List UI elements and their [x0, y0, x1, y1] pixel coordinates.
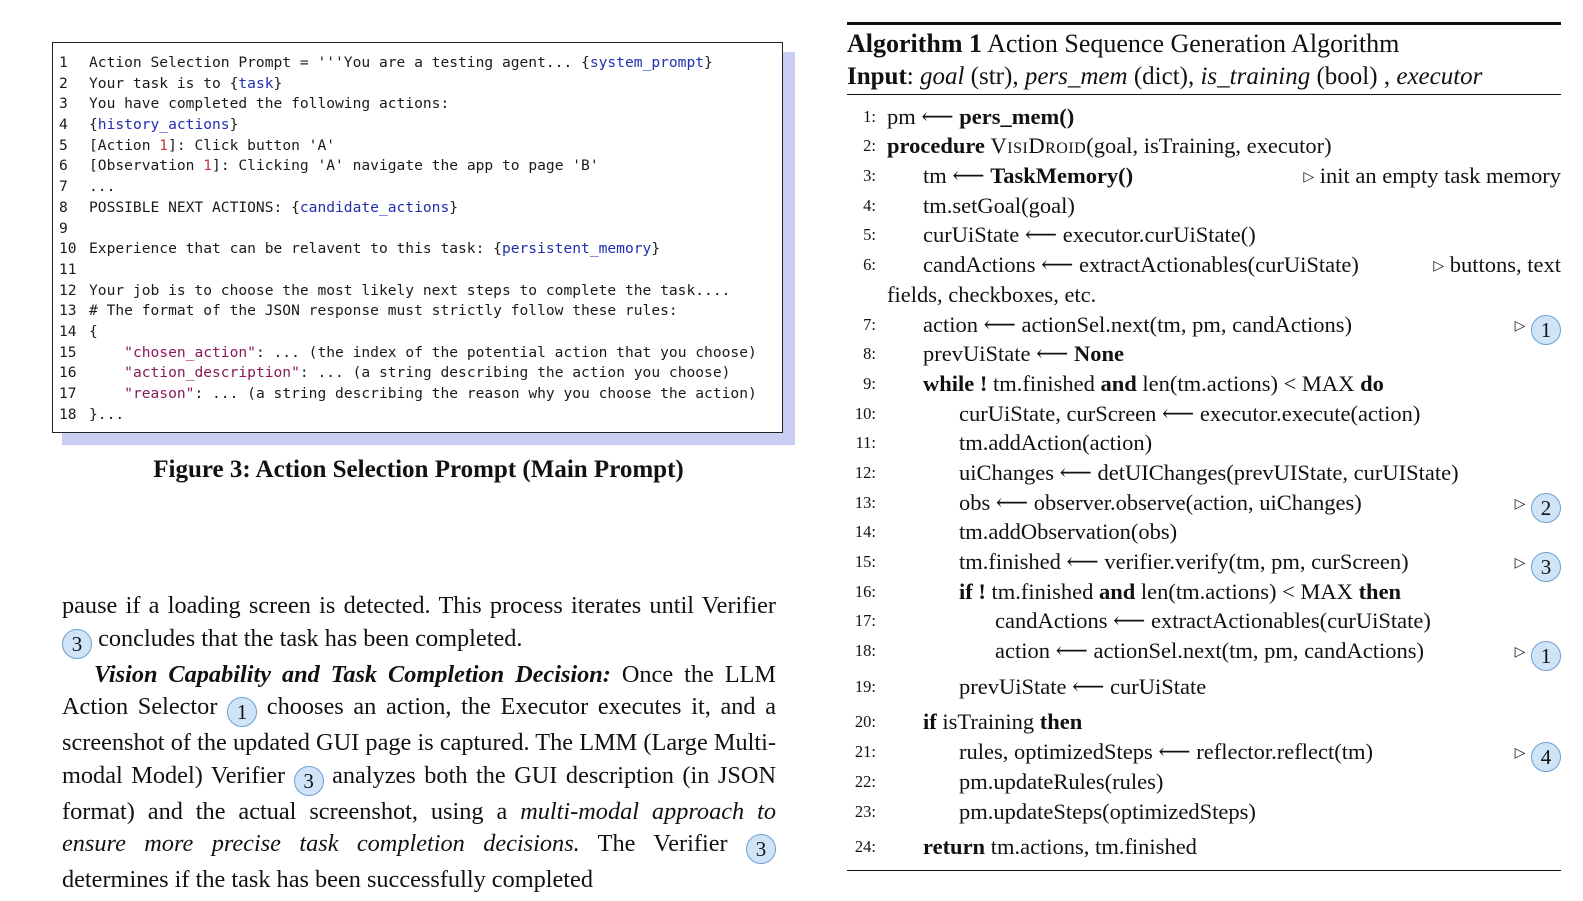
- line-number: 8:: [863, 344, 876, 364]
- code-line: [53, 219, 782, 240]
- comment-triangle-icon: ▷: [1514, 645, 1526, 661]
- ref-badge: 3: [294, 766, 324, 796]
- comment-triangle-icon: ▷: [1514, 556, 1526, 571]
- algorithm-line: [847, 707, 1561, 737]
- line-code: [887, 547, 1561, 577]
- line-number: 12:: [854, 462, 876, 482]
- line-number: 2:: [863, 136, 876, 156]
- code-text: tm.addObservation(obs): [959, 519, 1178, 545]
- line-code: [887, 797, 1561, 827]
- line-number: 21:: [854, 742, 876, 762]
- code-text: action ⟵ actionSel.next(tm, pm, candActions): [995, 638, 1425, 664]
- algorithm-line: [847, 547, 1561, 577]
- line-number: 5:: [863, 225, 876, 245]
- code-text: }: [273, 74, 283, 92]
- code-text: You have completed the following actions:: [89, 95, 450, 113]
- line-code: [887, 636, 1561, 666]
- line-number: 2: [59, 74, 68, 92]
- code-text: Action Selection Prompt = '''You are a testing agent... {: [89, 54, 590, 71]
- line-code: [887, 102, 1561, 132]
- comment-triangle-icon: ▷: [1433, 259, 1445, 275]
- code-text: rules, optimizedSteps ⟵ reflector.reflect(tm): [959, 739, 1373, 765]
- ref-badge: 4: [1531, 742, 1561, 772]
- line-code: [887, 707, 1561, 737]
- ref-badge: 1: [1531, 641, 1561, 671]
- line-number: 11:: [855, 433, 876, 453]
- algorithm-line: [847, 767, 1561, 797]
- code-text: tm.addAction(action): [959, 430, 1153, 456]
- line-code: [887, 458, 1561, 488]
- code-line: [53, 405, 782, 426]
- line-code: [887, 369, 1561, 399]
- code-text: ...: [89, 178, 116, 196]
- line-number: 1:: [863, 106, 876, 126]
- algorithm-line: [847, 832, 1561, 862]
- code-text: tm.finished: [987, 370, 1101, 396]
- code-text: }: [704, 54, 713, 71]
- input-text: (str),: [964, 62, 1025, 90]
- algorithm-line: [847, 191, 1561, 221]
- algorithm-line: [847, 161, 1561, 191]
- bottom-rule: [847, 870, 1561, 871]
- comment-triangle-icon: ▷: [1514, 496, 1526, 512]
- input-param: pers_mem: [1024, 62, 1128, 90]
- algorithm-line: [847, 672, 1561, 702]
- comment-triangle-icon: ▷: [1514, 746, 1526, 762]
- paragraph-1: pause if a loading screen is detected. This process iterates until Verifier 3 concludes that the task has been completed.: [62, 590, 776, 659]
- algorithm-line: [847, 339, 1561, 369]
- algorithm-line: [847, 737, 1561, 770]
- line-number: 16: [59, 364, 77, 382]
- keyword: and: [1100, 370, 1137, 396]
- algorithm-line: [847, 488, 1561, 518]
- input-text: (dict),: [1127, 62, 1201, 90]
- line-code: [887, 310, 1561, 340]
- code-line: [53, 94, 782, 115]
- code-token-purple: "reason": [124, 385, 195, 402]
- code-text: [Action: [89, 136, 160, 154]
- line-code: [887, 428, 1561, 458]
- keyword: None: [1073, 341, 1124, 367]
- code-text: # The format of the JSON response must strictly follow these rules:: [89, 302, 678, 320]
- line-code: [887, 737, 1561, 767]
- line-code: [887, 577, 1561, 607]
- ref-badge: 3: [1531, 552, 1561, 582]
- code-text: [89, 364, 124, 381]
- algorithm-line: [847, 797, 1561, 827]
- code-text: [89, 385, 124, 402]
- code-line: [53, 136, 782, 157]
- code-line: [53, 115, 782, 136]
- line-code: [887, 399, 1561, 429]
- paragraph-2: Vision Capability and Task Completion Decision: Once the LLM Action Selector 1 chooses an action, the Executor executes it, and a screenshot of the updated GUI page is captured. The LMM (Large Multi-modal Model) Verifier 3 analyzes both the GUI description (in JSON format) and the actual screenshot, using a multi-modal approach to ensure more precise task completion decisions. The Verifier 3 determines if the task has been successfully completed: [62, 660, 776, 894]
- ref-badge: 1: [1531, 315, 1561, 345]
- line-number: 17:: [854, 611, 876, 631]
- algorithm-lines: [847, 95, 1561, 862]
- code-text: candActions ⟵ extractActionables(curUiState): [995, 608, 1431, 634]
- code-text: curUiState ⟵ executor.curUiState(): [923, 222, 1256, 248]
- line-number: 9:: [863, 373, 876, 393]
- code-text: }: [449, 198, 459, 216]
- line-comment: [1433, 250, 1561, 282]
- algorithm-line: [847, 458, 1561, 488]
- code-line: [53, 363, 782, 384]
- code-token-blue: history_actions: [97, 116, 230, 134]
- code-token-blue: task: [238, 74, 274, 92]
- line-code: [887, 767, 1561, 797]
- input-param: is_training: [1200, 62, 1311, 90]
- line-number: 3:: [863, 166, 876, 186]
- comment-continuation: fields, checkboxes, etc.: [887, 281, 1097, 307]
- line-number: 15: [59, 343, 77, 361]
- keyword: pers_mem(): [959, 103, 1075, 129]
- code-text: tm.finished ⟵ verifier.verify(tm, pm, curScreen): [959, 549, 1409, 574]
- input-param: goal: [919, 62, 965, 90]
- ref-badge: 3: [62, 629, 92, 659]
- code-token-red: 1: [159, 136, 169, 154]
- code-text: {: [89, 116, 98, 134]
- code-text: isTraining: [936, 709, 1040, 735]
- algorithm-title: Algorithm 1 Action Sequence Generation Algorithm: [847, 28, 1400, 58]
- algorithm-line: [847, 250, 1561, 280]
- algorithm-line: [847, 636, 1561, 669]
- line-code: [887, 191, 1561, 221]
- code-line: [53, 53, 782, 74]
- comment-triangle-icon: ▷: [1303, 170, 1315, 186]
- comment-text: init an empty task memory: [1314, 163, 1561, 189]
- ref-badge: 2: [1531, 493, 1561, 523]
- algorithm-line: [847, 102, 1561, 132]
- code-text: curUiState, curScreen ⟵ executor.execute(action): [959, 400, 1421, 426]
- code-line: [53, 198, 782, 219]
- line-number: 23:: [854, 801, 876, 821]
- keyword: do: [1360, 370, 1384, 396]
- code-text: candActions ⟵ extractActionables(curUiState): [923, 252, 1359, 278]
- code-line: [53, 177, 782, 198]
- line-number: 5: [59, 136, 68, 154]
- keyword: procedure: [887, 133, 985, 159]
- line-number: 11: [59, 260, 77, 278]
- algorithm-input: Input: goal (str), pers_mem (dict), is_training (bool) , executor: [847, 62, 1483, 90]
- ref-badge: 3: [746, 834, 776, 864]
- code-text: prevUiState ⟵: [923, 341, 1074, 367]
- line-number: 12: [59, 281, 77, 299]
- code-text: }: [651, 240, 661, 258]
- code-text: Your job is to choose the most likely next steps to complete the task....: [89, 281, 731, 299]
- comment-text: buttons, text: [1444, 252, 1561, 278]
- keyword: return: [923, 834, 986, 860]
- keyword: TaskMemory(): [990, 163, 1134, 189]
- line-number: 18: [59, 405, 77, 423]
- line-number: 10:: [854, 403, 876, 423]
- line-number: 15:: [854, 552, 876, 571]
- algorithm-line: [847, 220, 1561, 250]
- code-text: POSSIBLE NEXT ACTIONS: {: [89, 198, 300, 216]
- line-number: 1: [59, 54, 68, 71]
- line-number: 13:: [854, 492, 876, 512]
- code-text: }: [229, 116, 239, 134]
- code-token-purple: "chosen_action": [124, 343, 256, 361]
- line-code: [887, 832, 1561, 862]
- code-text: tm.actions, tm.finished: [985, 834, 1197, 860]
- code-text: action ⟵ actionSel.next(tm, pm, candActions): [923, 311, 1353, 337]
- algorithm-box: [847, 22, 1561, 871]
- code-line: [53, 343, 782, 364]
- line-code: [887, 672, 1561, 702]
- line-number: 14:: [854, 522, 876, 542]
- line-number: 22:: [854, 771, 876, 791]
- code-line: [53, 384, 782, 405]
- line-number: 3: [59, 95, 68, 113]
- keyword: then: [1358, 578, 1402, 604]
- procedure-name: VisiDroid: [990, 133, 1087, 159]
- line-code: [887, 488, 1561, 518]
- line-number: 17: [59, 385, 77, 402]
- ref-badge: 1: [227, 697, 257, 727]
- line-comment: [1303, 161, 1561, 193]
- code-token-purple: "action_description": [124, 364, 300, 382]
- line-number: 6:: [863, 255, 876, 275]
- line-code: [887, 131, 1561, 161]
- line-number: 19:: [854, 676, 876, 696]
- code-line: [53, 156, 782, 177]
- algorithm-line: [847, 606, 1561, 636]
- comment-triangle-icon: ▷: [1514, 318, 1526, 334]
- line-number: 13: [59, 302, 77, 320]
- code-text: pm.updateRules(rules): [959, 768, 1164, 794]
- line-code: [887, 517, 1561, 547]
- keyword: while !: [923, 370, 988, 396]
- code-text: ]: Clicking 'A' navigate the app to page 'B': [212, 157, 599, 175]
- paragraph-heading: Vision Capability and Task Completion Decision:: [94, 660, 611, 688]
- line-number: 14: [59, 322, 77, 340]
- code-text: tm.finished: [985, 578, 1099, 604]
- code-token-red: 1: [203, 157, 213, 175]
- algorithm-line: [847, 517, 1561, 547]
- code-line: [53, 322, 782, 343]
- keyword: then: [1039, 709, 1083, 735]
- code-token-blue: candidate_actions: [299, 198, 450, 216]
- input-text: :: [906, 62, 920, 90]
- line-number: 4:: [863, 195, 876, 215]
- algorithm-line: [847, 428, 1561, 458]
- line-number: 24:: [854, 837, 876, 857]
- body-text: [62, 590, 776, 897]
- code-text: tm.setGoal(goal): [923, 192, 1075, 218]
- code-text: : ... (a string describing the action you choose): [299, 364, 731, 382]
- code-text: prevUiState ⟵ curUiState: [959, 673, 1207, 699]
- code-line: [53, 239, 782, 260]
- code-text: ]: Click button 'A': [168, 136, 336, 154]
- line-comment: [1515, 636, 1561, 671]
- code-text: uiChanges ⟵ detUIChanges(prevUIState, curUIState): [959, 459, 1459, 485]
- code-token-blue: persistent_memory: [501, 240, 652, 258]
- algorithm-line: [847, 369, 1561, 399]
- line-number: 16:: [854, 581, 876, 601]
- code-text: pm ⟵: [887, 103, 960, 129]
- code-text: Experience that can be relavent to this task: {: [89, 240, 502, 258]
- top-rule: [847, 22, 1561, 25]
- code-line: [53, 301, 782, 322]
- code-text: (goal, isTraining, executor): [1086, 133, 1332, 159]
- code-token-blue: system_prompt: [589, 54, 705, 71]
- input-param: executor: [1396, 62, 1483, 90]
- code-text: tm ⟵: [923, 163, 991, 189]
- code-text: len(tm.actions) < MAX: [1135, 578, 1359, 604]
- algorithm-line: [847, 577, 1561, 607]
- keyword: if: [923, 709, 937, 735]
- code-line: [53, 260, 782, 281]
- line-code: [887, 339, 1561, 369]
- code-text: }...: [89, 405, 125, 423]
- algorithm-line: [847, 131, 1561, 161]
- code-text: Your task is to {: [89, 74, 239, 92]
- line-number: 20:: [854, 712, 876, 732]
- keyword: if !: [959, 578, 986, 604]
- code-text: [Observation: [89, 157, 204, 175]
- line-number: 18:: [854, 641, 876, 661]
- code-text: pm.updateSteps(optimizedSteps): [959, 798, 1256, 824]
- algorithm-line: [847, 310, 1561, 340]
- code-line: [53, 281, 782, 302]
- line-number: 10: [59, 240, 77, 258]
- line-code: [887, 220, 1561, 250]
- keyword: and: [1099, 578, 1136, 604]
- line-code: [887, 606, 1561, 636]
- code-text: len(tm.actions) < MAX: [1136, 370, 1361, 396]
- line-number: 4: [59, 116, 68, 134]
- code-text: obs ⟵ observer.observe(action, uiChanges): [959, 489, 1362, 515]
- code-listing: [52, 42, 783, 433]
- line-number: 6: [59, 157, 68, 175]
- line-number: 7: [59, 178, 68, 196]
- code-text: [89, 344, 124, 361]
- line-number: 9: [59, 219, 68, 237]
- code-text: : ... (a string describing the reason why you choose the action): [194, 385, 757, 402]
- line-number: 7:: [863, 314, 876, 334]
- input-text: (bool) ,: [1310, 62, 1397, 90]
- code-line: [53, 74, 782, 95]
- code-text: {: [89, 322, 98, 340]
- line-number: 8: [59, 198, 68, 216]
- figure-caption: Figure 3: Action Selection Prompt (Main Prompt): [153, 456, 684, 483]
- algorithm-line: [847, 399, 1561, 429]
- code-text: : ... (the index of the potential action that you choose): [255, 343, 757, 361]
